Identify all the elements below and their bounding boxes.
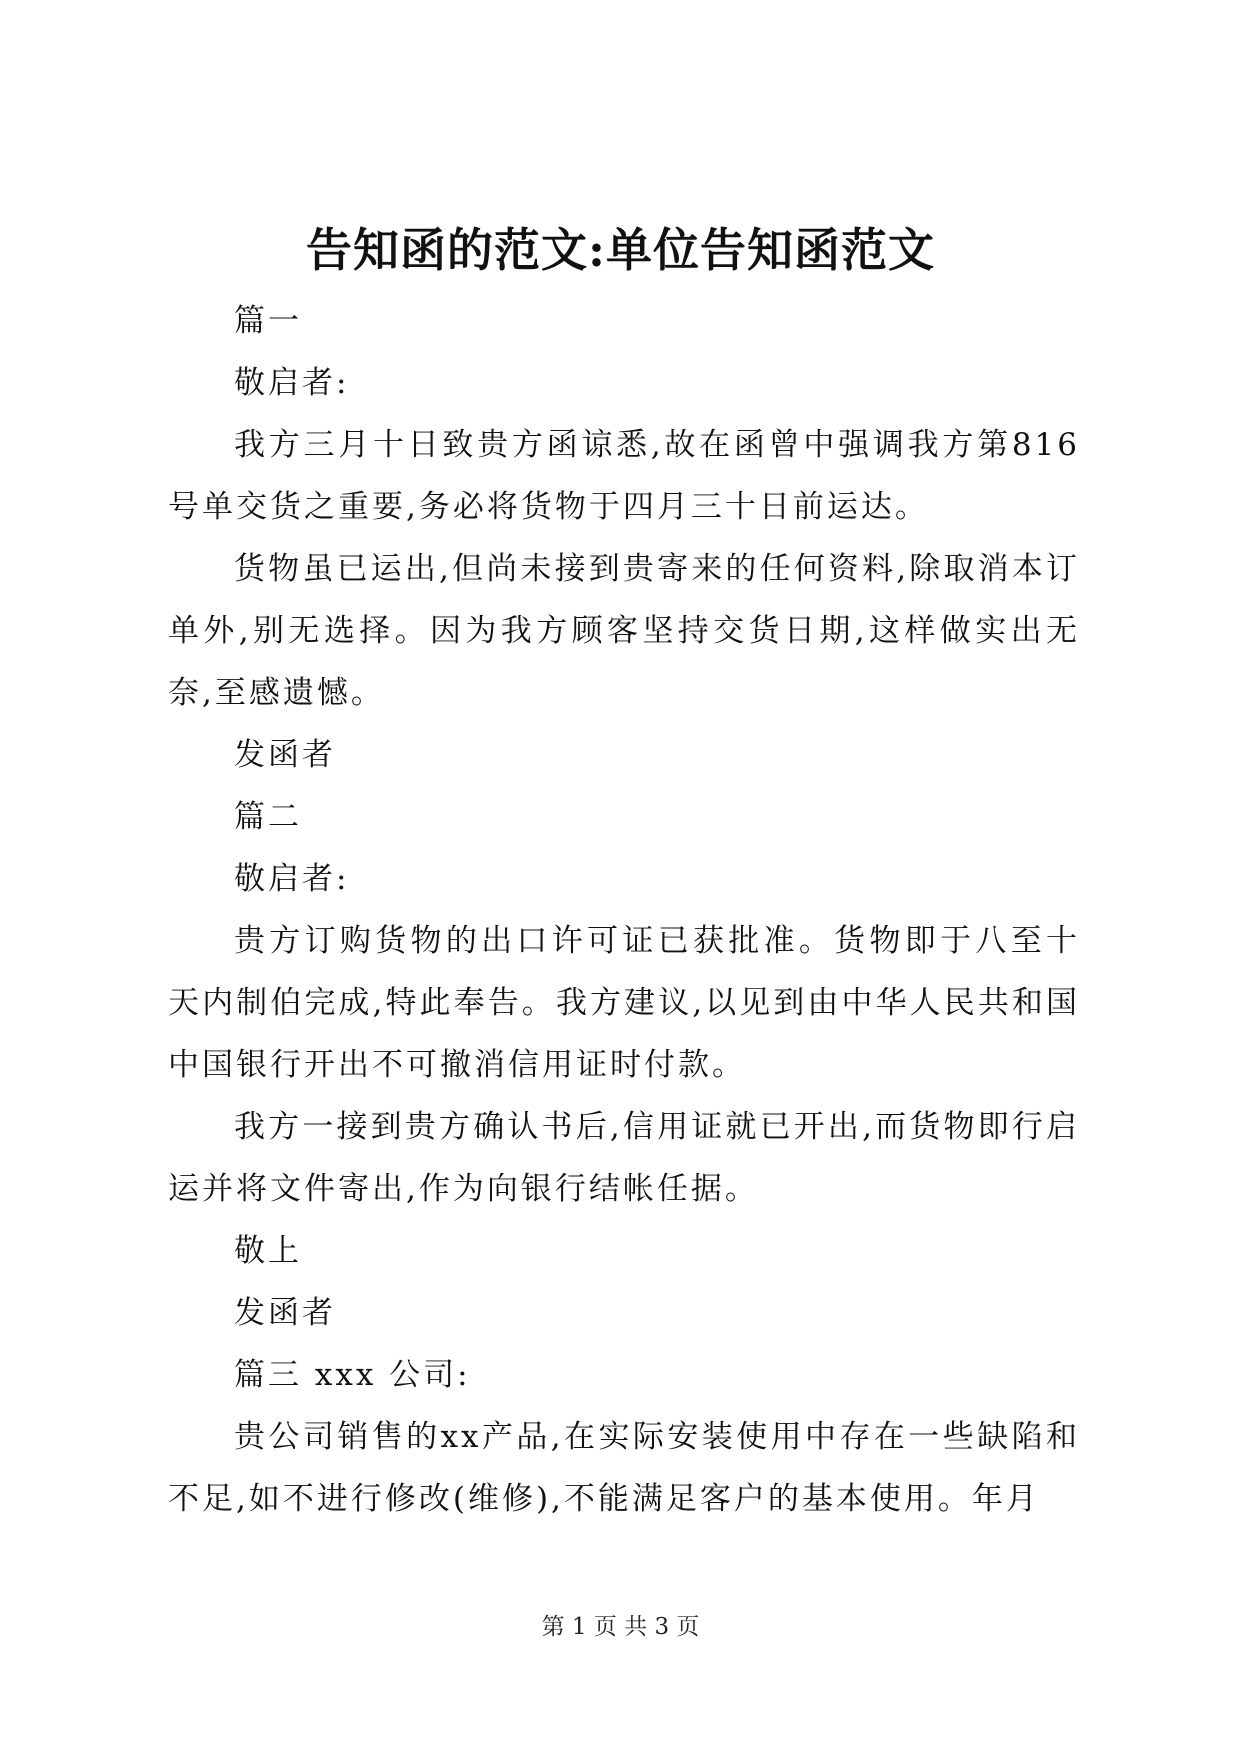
paragraph-body: 货物虽已运出,但尚未接到贵寄来的任何资料,除取消本订单外,别无选择。因为我方顾客坚持交货日期,这样做实出无奈,至感遗憾。 [168,551,1080,711]
paragraph-sender-2: 发函者 [234,1295,336,1331]
paragraph-section-label-2: 篇二 [234,799,302,835]
document-title: 告知函的范文:单位告知函范文 [306,223,935,277]
paragraph-section-label-1: 篇一 [234,303,302,339]
paragraph-salutation-1: 敬启者: [234,365,350,401]
paragraph-body: 贵公司销售的xx产品,在实际安装使用中存在一些缺陷和不足,如不进行修改(维修),不能满足客户的基本使用。年月 [168,1419,1080,1517]
document-body [168,290,1080,1530]
paragraph-body: 我方一接到贵方确认书后,信用证就已开出,而货物即行启运并将文件寄出,作为向银行结帐任据。 [168,1109,1080,1207]
paragraph-body: 贵方订购货物的出口许可证已获批准。货物即于八至十天内制伯完成,特此奉告。我方建议,以见到由中华人民共和国中国银行开出不可撤消信用证时付款。 [168,923,1080,1083]
paragraph-salutation-2: 敬启者: [234,861,350,897]
paragraph-sender-1: 发函者 [234,737,336,773]
paragraph-section-label-3: 篇三 xxx 公司: [234,1357,471,1393]
paragraph-closing: 敬上 [234,1233,302,1269]
paragraph-body: 我方三月十日致贵方函谅悉,故在函曾中强调我方第816号单交货之重要,务必将货物于四月三十日前运达。 [168,427,1080,525]
page-number-footer: 第 1 页 共 3 页 [541,1614,700,1640]
